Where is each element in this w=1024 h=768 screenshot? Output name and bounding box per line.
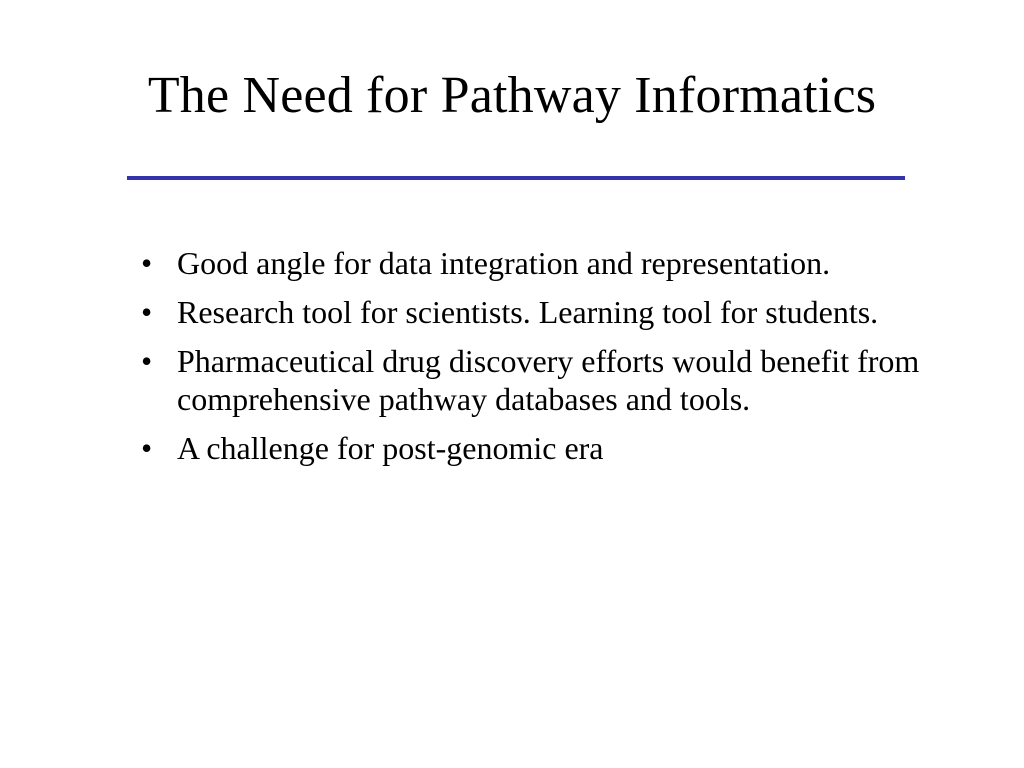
slide-title: The Need for Pathway Informatics [147,67,877,124]
bullet-item [135,244,955,282]
bullet-icon: • [141,343,153,379]
bullet-item [135,342,955,418]
bullet-list [135,244,955,478]
bullet-text: Pharmaceutical drug discovery efforts would benefit from comprehensive pathway databases and tools. [177,343,920,417]
bullet-text: Research tool for scientists. Learning tool for students. [177,294,879,330]
bullet-icon: • [141,294,153,330]
bullet-item [135,293,955,331]
bullet-text: Good angle for data integration and representation. [177,245,831,281]
bullet-icon: • [141,245,153,281]
bullet-icon: • [141,430,153,466]
bullet-item [135,429,955,467]
bullet-text: A challenge for post-genomic era [177,430,604,466]
title-underline [127,176,905,180]
